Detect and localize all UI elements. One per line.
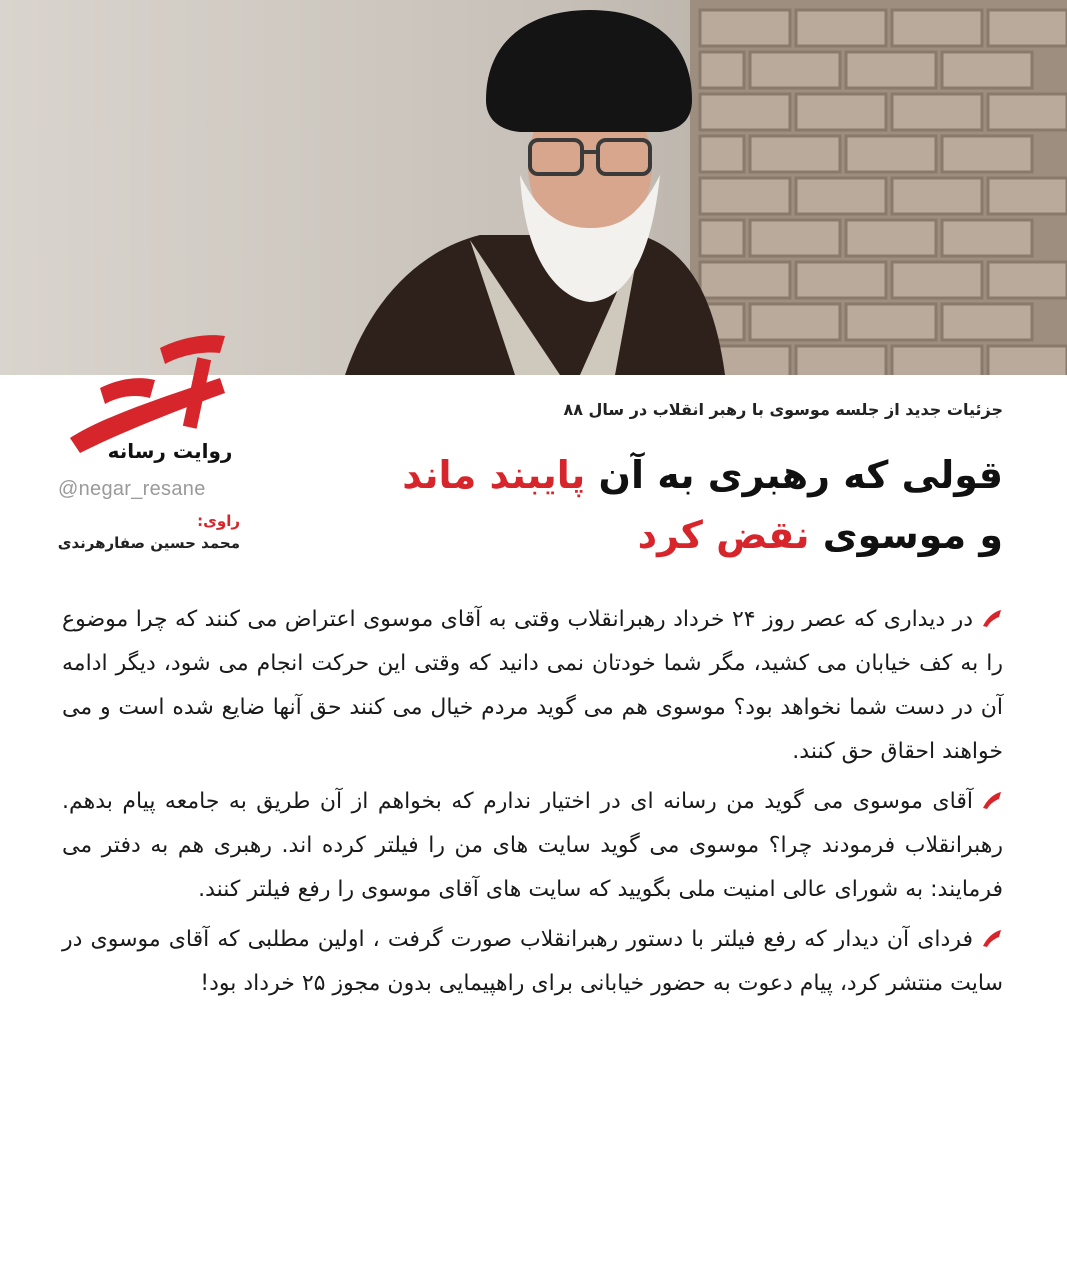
red-brush-mark-icon xyxy=(981,928,1003,948)
social-handle[interactable]: @negar_resane xyxy=(58,478,206,500)
narrator-name: محمد حسین صفارهرندی xyxy=(57,534,240,552)
article-subtitle: جزئیات جدید از جلسه موسوی با رهبر انقلاب در سال ۸۸ xyxy=(563,400,1003,419)
headline-line-1: قولی که رهبری به آن پایبند ماند xyxy=(402,453,1003,497)
body-paragraph: در دیداری که عصر روز ۲۴ خرداد رهبرانقلاب وقتی به آقای موسوی اعتراض می کنند که چرا موضوع را به کف خیابان می کشید، مگر شما خودتان نمی دانید که وقتی این حرکت انجام می شود، دیگر ادامه آن در دست شما نخواهد بود؟ موسوی هم می گوید مردم خیال می کنند حق آنها ضایع شده است و می خواهند احقاق حق کنند. xyxy=(62,607,1003,764)
article-headline xyxy=(243,445,1003,565)
red-brush-mark-icon xyxy=(981,790,1003,810)
headline-line-2: و موسوی نقض کرد xyxy=(637,513,1003,557)
headline-highlight-1: پایبند ماند xyxy=(402,453,586,497)
red-brush-mark-icon xyxy=(981,608,1003,628)
headline-highlight-2: نقض کرد xyxy=(637,513,810,557)
brand-block xyxy=(40,318,240,558)
brick-wall xyxy=(690,0,1067,375)
body-paragraph: آقای موسوی می گوید من رسانه ای در اختیار ندارم که بخواهم از آن طریق به جامعه پیام بدهم. رهبرانقلاب فرمودند چرا؟ موسوی می گوید سایت های من را فیلتر کرده اند. رهبری هم به دفتر می فرمایند: به شورای عالی امنیت ملی بگویید که سایت های آقای موسوی را رفع فیلتر کنند. xyxy=(62,789,1003,902)
negar-logo xyxy=(40,318,240,468)
narrator-label: راوی: xyxy=(197,512,240,530)
logo-tagline: روایت رسانه xyxy=(107,439,233,463)
body-paragraph: فردای آن دیدار که رفع فیلتر با دستور رهبرانقلاب صورت گرفت ، اولین مطلبی که آقای موسوی در سایت منتشر کرد، پیام دعوت به حضور خیابانی برای راهپیمایی بدون مجوز ۲۵ خرداد بود! xyxy=(62,927,1003,996)
article-body xyxy=(62,598,1003,1012)
